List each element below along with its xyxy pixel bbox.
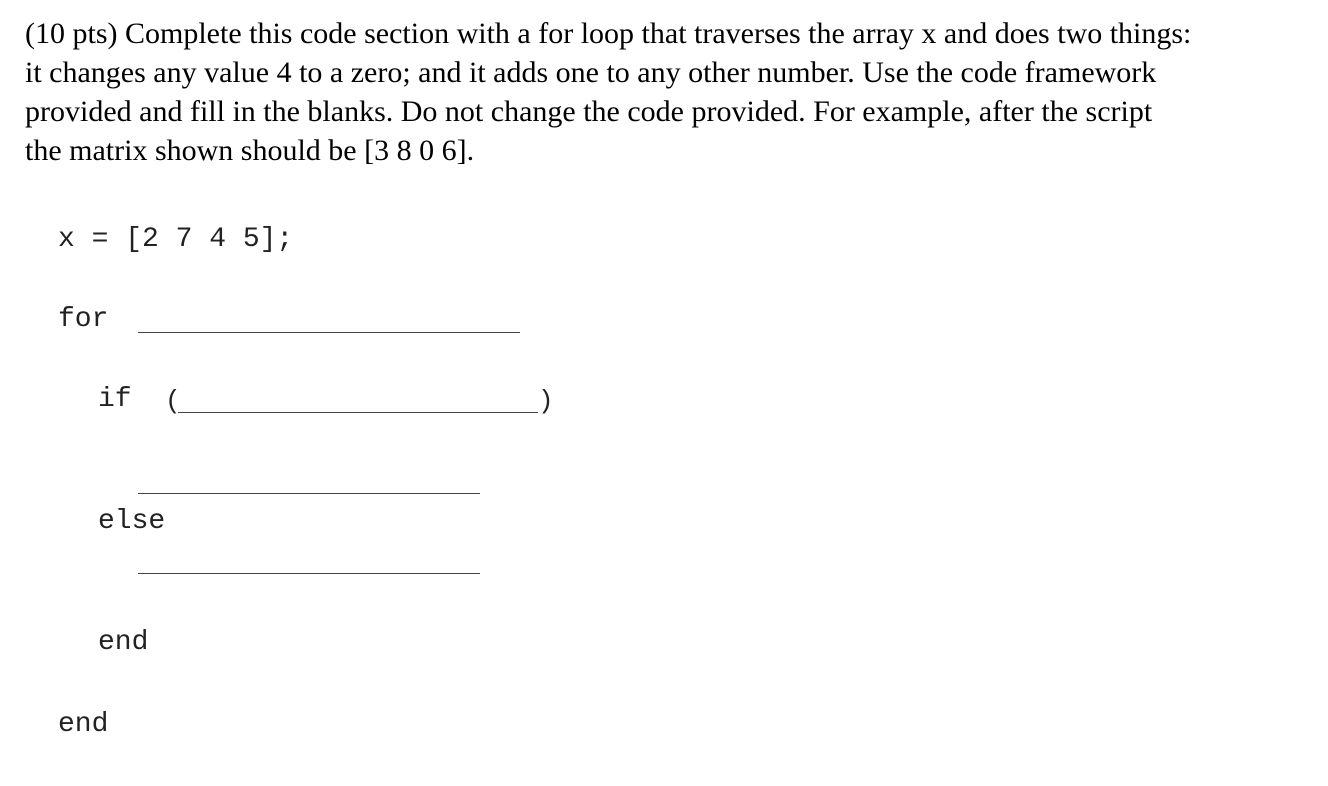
inner-end-keyword: end xyxy=(98,627,149,658)
for-loop-blank[interactable] xyxy=(138,332,520,333)
question-prompt xyxy=(25,14,1295,170)
if-keyword: if xyxy=(98,384,132,415)
if-condition-blank[interactable] xyxy=(178,412,538,413)
outer-end-keyword: end xyxy=(58,709,109,740)
if-body-blank[interactable] xyxy=(138,493,480,494)
question-line-4: the matrix shown should be [3 8 0 6]. xyxy=(25,134,475,167)
if-open-paren: ( xyxy=(165,386,181,416)
else-keyword: else xyxy=(98,506,166,537)
else-body-blank[interactable] xyxy=(138,573,480,574)
for-keyword: for xyxy=(58,304,109,335)
question-line-3: provided and fill in the blanks. Do not change the code provided. For example, after the script xyxy=(25,95,1153,128)
array-assignment-line: x = [2 7 4 5]; xyxy=(58,224,294,255)
question-line-2: it changes any value 4 to a zero; and it adds one to any other number. Use the code framework xyxy=(25,56,1157,89)
if-close-paren: ) xyxy=(538,386,554,416)
question-line-1: (10 pts) Complete this code section with a for loop that traverses the array x and does two things: xyxy=(25,17,1192,50)
